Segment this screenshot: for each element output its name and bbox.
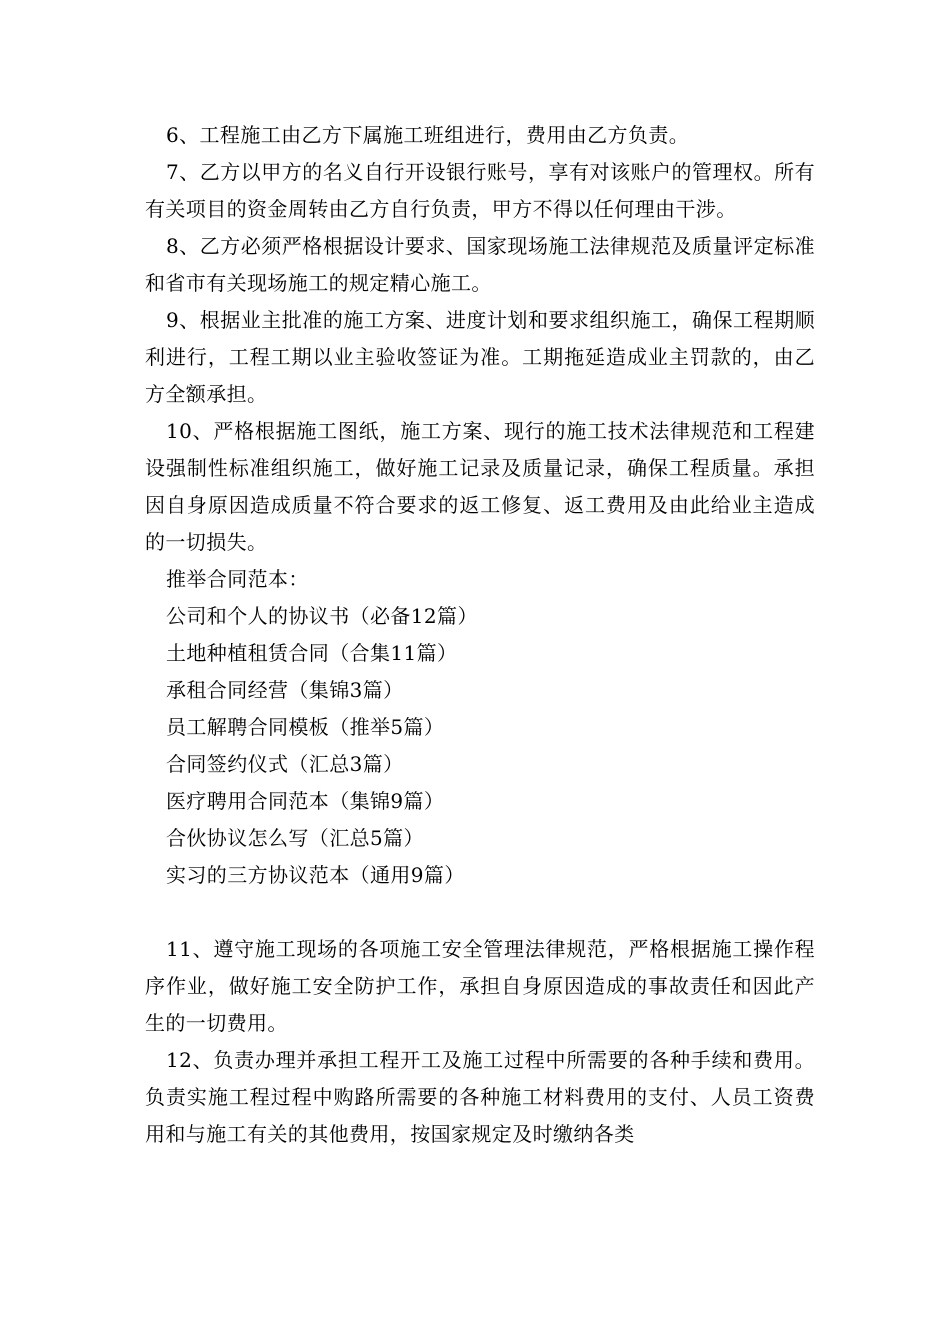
clause-12: 12、负责办理并承担工程开工及施工过程中所需要的各种手续和费用。负责实施工程过程中购路所需要的各种施工材料费用的支付、人员工资费用和与施工有关的其他费用，按国家规定及时缴纳各类 (145, 1048, 815, 1146)
clause-11: 11、遵守施工现场的各项施工安全管理法律规范，严格根据施工操作程序作业，做好施工安全防护工作，承担自身原因造成的事故责任和因此产生的一切费用。 (145, 937, 815, 1035)
recommend-item[interactable]: 承租合同经营（集锦3篇） (166, 678, 404, 702)
clause-10: 10、严格根据施工图纸，施工方案、现行的施工技术法律规范和工程建设强制性标准组织施工，做好施工记录及质量记录，确保工程质量。承担因自身原因造成质量不符合要求的返工修复、返工费用及由此给业主造成的一切损失。 (145, 419, 815, 554)
recommend-item[interactable]: 医疗聘用合同范本（集锦9篇） (166, 789, 445, 813)
document-body (145, 117, 815, 1153)
recommend-item[interactable]: 实习的三方协议范本（通用9篇） (166, 863, 465, 887)
blank-line (145, 894, 815, 931)
clause-8: 8、乙方必须严格根据设计要求、国家现场施工法律规范及质量评定标准和省市有关现场施工的规定精心施工。 (145, 234, 815, 295)
recommend-item[interactable]: 合伙协议怎么写（汇总5篇） (166, 826, 424, 850)
clause-6: 6、工程施工由乙方下属施工班组进行，费用由乙方负责。 (166, 123, 690, 147)
recommend-item[interactable]: 合同签约仪式（汇总3篇） (166, 752, 404, 776)
recommend-heading: 推举合同范本： (166, 567, 309, 591)
recommend-item[interactable]: 公司和个人的协议书（必备12篇） (166, 604, 478, 628)
clause-9: 9、根据业主批准的施工方案、进度计划和要求组织施工，确保工程期顺利进行，工程工期以业主验收签证为准。工期拖延造成业主罚款的，由乙方全额承担。 (145, 308, 815, 406)
clause-7: 7、乙方以甲方的名义自行开设银行账号，享有对该账户的管理权。所有有关项目的资金周转由乙方自行负责，甲方不得以任何理由干涉。 (145, 160, 815, 221)
recommend-item[interactable]: 土地种植租赁合同（合集11篇） (166, 641, 458, 665)
recommend-item[interactable]: 员工解聘合同模板（推举5篇） (166, 715, 445, 739)
